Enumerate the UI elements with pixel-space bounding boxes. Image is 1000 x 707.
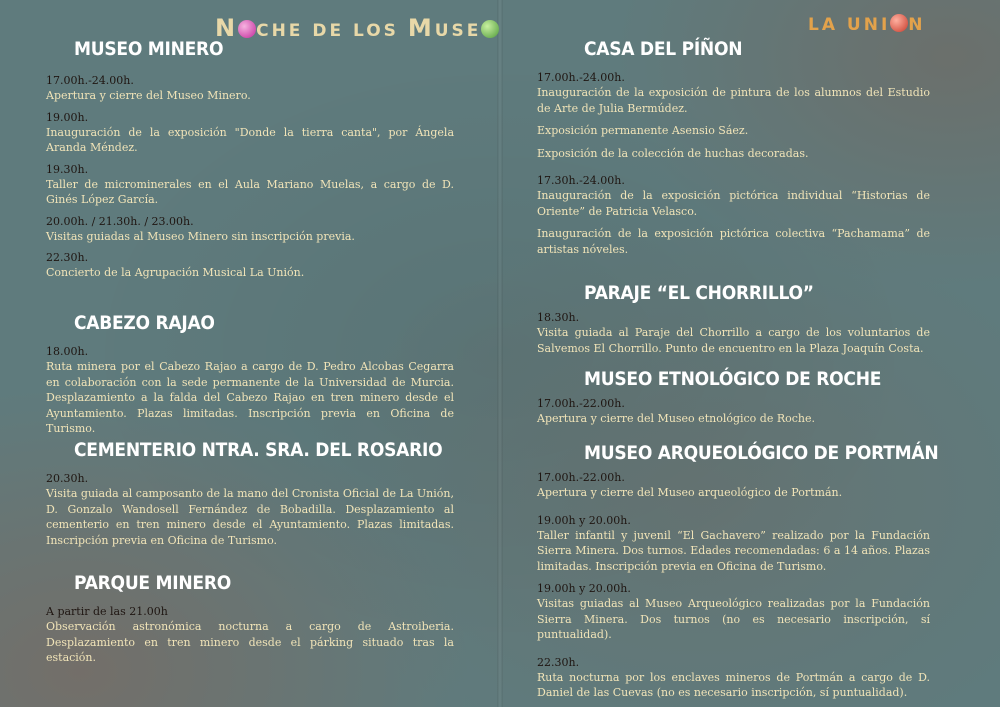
section-title: CEMENTERIO NTRA. SRA. DEL ROSARIO: [74, 439, 443, 461]
section-parque-minero: [46, 572, 454, 666]
orb-green-icon: [481, 20, 499, 38]
banner-la-union: LA UNI N: [808, 15, 926, 35]
section-cabezo-rajao: [46, 312, 454, 437]
event-item: 17.30h.-24.00h. Inauguración de la exposición pictórica individual “Historias de Oriente” de Patricia Velasco.: [537, 174, 930, 218]
section-title: CABEZO RAJAO: [74, 312, 215, 334]
event-item: 19.00h y 20.00h. Visitas guiadas al Museo Arqueológico realizadas por la Fundación Sierra Minera. Dos turnos (no es necesario inscripción, sí puntualidad).: [537, 582, 930, 641]
event-item: Inauguración de la exposición pictórica colectiva “Pachamama” de artistas nóveles.: [537, 227, 930, 256]
section-title: MUSEO MINERO: [74, 38, 224, 60]
event-item: Exposición de la colección de huchas decoradas.: [537, 146, 809, 160]
section-museo-etnologico: [537, 368, 930, 427]
section-title: MUSEO ARQUEOLÓGICO DE PORTMÁN: [584, 442, 939, 464]
page-fold: [497, 0, 503, 707]
event-item: 22.30h. Concierto de la Agrupación Musical La Unión.: [46, 251, 305, 279]
event-item: 19.00h. Inauguración de la exposición "Donde la tierra canta", por Ángela Aranda Méndez.: [46, 110, 454, 154]
event-item: A partir de las 21.00h Observación astronómica nocturna a cargo de Astroiberia. Desplazamiento en tren minero desde el párking situado tras la estación.: [46, 605, 454, 664]
event-item: 18.00h. Ruta minera por el Cabezo Rajao a cargo de D. Pedro Alcobas Cegarra en colaboración con la sede permanente de la Universidad de Murcia. Desplazamiento a la falda del Cabezo Rajao en tren minero desde el Ayuntamiento. Plazas limitadas. Inscripción previa en Oficina de Turismo.: [46, 345, 454, 435]
section-cementerio: [46, 439, 454, 548]
event-item: 17.00h.-24.00h. Inauguración de la exposición de pintura de los alumnos del Estudio de Arte de Julia Bermúdez.: [537, 71, 930, 115]
event-item: 17.00h.-22.00h. Apertura y cierre del Museo etnológico de Roche.: [537, 397, 816, 425]
event-item: 17.00h.-24.00h. Apertura y cierre del Museo Minero.: [46, 74, 251, 102]
event-item: 19.00h y 20.00h. Taller infantil y juvenil “El Gachavero” realizado por la Fundación Sierra Minera. Dos turnos. Edades recomendadas: 6 a 14 años. Plazas limitadas. Inscripción previa en Oficina de Turismo.: [537, 513, 930, 573]
section-title: MUSEO ETNOLÓGICO DE ROCHE: [584, 368, 882, 390]
section-title: PARAJE “EL CHORRILLO”: [584, 282, 814, 304]
event-item: Exposición permanente Asensio Sáez.: [537, 124, 749, 137]
section-paraje-el-chorrillo: [537, 282, 930, 356]
event-item: 18.30h. Visita guiada al Paraje del Chorrillo a cargo de los voluntarios de Salvemos El Chorrillo. Punto de encuentro en la Plaza Joaquín Costa.: [537, 311, 930, 355]
event-item: 17.00h.-22.00h. Apertura y cierre del Museo arqueológico de Portmán.: [537, 471, 843, 499]
event-item: 22.30h. Ruta nocturna por los enclaves mineros de Portmán a cargo de D. Daniel de las Cuevas (no es necesario inscripción, sí puntualidad).: [537, 655, 930, 699]
section-title: PARQUE MINERO: [74, 572, 231, 594]
section-museo-arqueologico: [537, 442, 939, 701]
section-casa-del-pinon: [537, 38, 930, 257]
orb-pink-icon: [238, 20, 256, 38]
event-item: 20.00h. / 21.30h. / 23.00h. Visitas guiadas al Museo Minero sin inscripción previa.: [46, 214, 355, 243]
banner-noche-de-los-museos: N CHE DE LOS MUSE: [215, 14, 499, 42]
event-item: 20.30h. Visita guiada al camposanto de la mano del Cronista Oficial de La Unión, D. Gonzalo Wandosell Fernández de Bobadilla. Desplazamiento al cementerio en tren minero desde el Ayuntamiento. Plazas limitadas. Inscripción previa en Oficina de Turismo.: [46, 472, 454, 547]
orb-red-icon: [890, 14, 908, 32]
section-museo-minero: [46, 38, 454, 281]
section-title: CASA DEL PÍÑON: [584, 38, 743, 60]
event-item: 19.30h. Taller de microminerales en el Aula Mariano Muelas, a cargo de D. Ginés López García.: [46, 162, 454, 206]
